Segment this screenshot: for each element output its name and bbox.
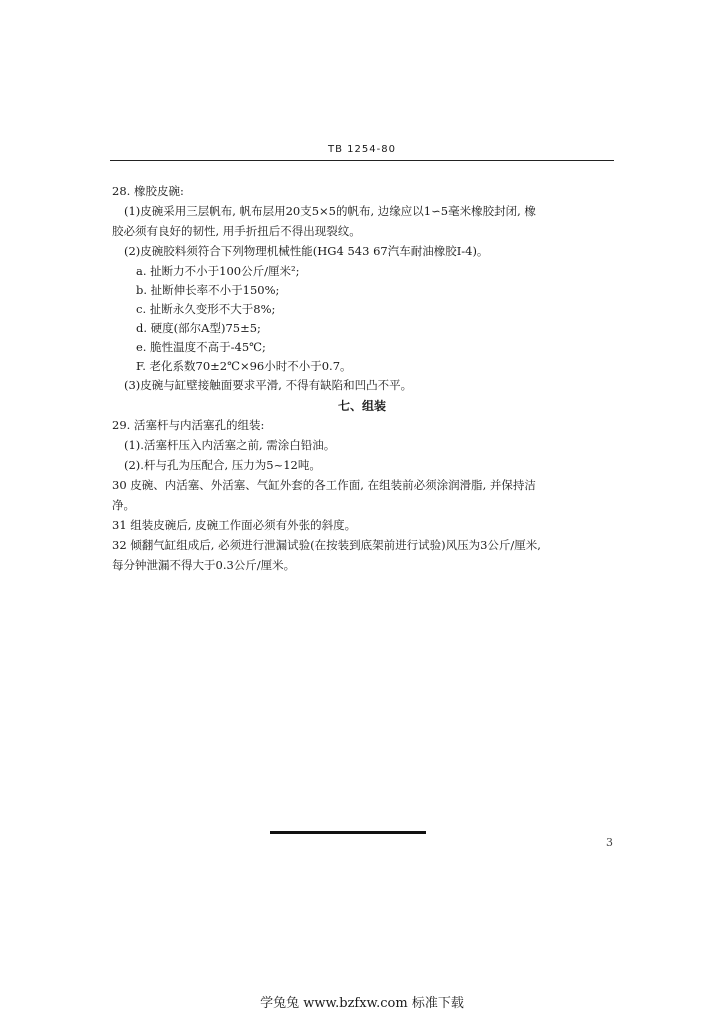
clause-28-item-2d: d. 硬度(部尔A型)75±5; xyxy=(136,321,261,335)
clause-28-item-2: (2)皮碗胶料须符合下列物理机械性能(HG4 543 67汽车耐油橡胶Ⅰ-4)。 xyxy=(124,244,489,258)
clause-31: 31 组装皮碗后, 皮碗工作面必须有外张的斜度。 xyxy=(112,518,357,532)
clause-30-line-1: 30 皮碗、内活塞、外活塞、气缸外套的各工作面, 在组装前必须涂润滑脂, 并保持洁 xyxy=(112,478,536,492)
clause-28-item-3: (3)皮碗与缸壁接触面要求平滑, 不得有缺陷和凹凸不平。 xyxy=(124,378,413,392)
page-number: 3 xyxy=(606,836,613,849)
clause-28-item-2a: a. 扯断力不小于100公斤/厘米²; xyxy=(136,264,300,278)
clause-28-item-2e: e. 脆性温度不高于-45℃; xyxy=(136,340,266,354)
clause-30-line-2: 净。 xyxy=(112,498,135,512)
header-rule xyxy=(110,160,614,161)
clause-32-line-1: 32 倾翻气缸组成后, 必须进行泄漏试验(在按装到底架前进行试验)风压为3公斤/厘米, xyxy=(112,538,541,552)
clause-28-item-2f: F. 老化系数70±2℃×96小时不小于0.7。 xyxy=(136,359,352,373)
clause-28-item-2b: b. 扯断伸长率不小于150%; xyxy=(136,283,280,297)
section-title: 七、组装 xyxy=(337,399,386,413)
clause-29-heading: 29. 活塞杆与内活塞孔的组装: xyxy=(112,418,265,432)
bottom-rule xyxy=(270,831,426,834)
clause-28-item-1-line-1: (1)皮碗采用三层帆布, 帆布层用20支5×5的帆布, 边缘应以1∽5毫米橡胶封闭, 橡 xyxy=(124,204,536,218)
clause-28-item-1-line-2: 胶必须有良好的韧性, 用手折扭后不得出现裂纹。 xyxy=(112,224,361,238)
clause-32-line-2: 每分钟泄漏不得大于0.3公斤/厘米。 xyxy=(112,558,296,572)
standard-code-header: TB 1254-80 xyxy=(328,144,396,155)
clause-28-item-2c: c. 扯断永久变形不大于8%; xyxy=(136,302,276,316)
clause-29-item-2: (2).杆与孔为压配合, 压力为5~12吨。 xyxy=(124,458,321,472)
footer-watermark: 学兔兔 www.bzfxw.com 标准下载 xyxy=(260,996,464,1011)
clause-29-item-1: (1).活塞杆压入内活塞之前, 需涂白铅油。 xyxy=(124,438,336,452)
clause-28-heading: 28. 橡胶皮碗: xyxy=(112,184,184,198)
